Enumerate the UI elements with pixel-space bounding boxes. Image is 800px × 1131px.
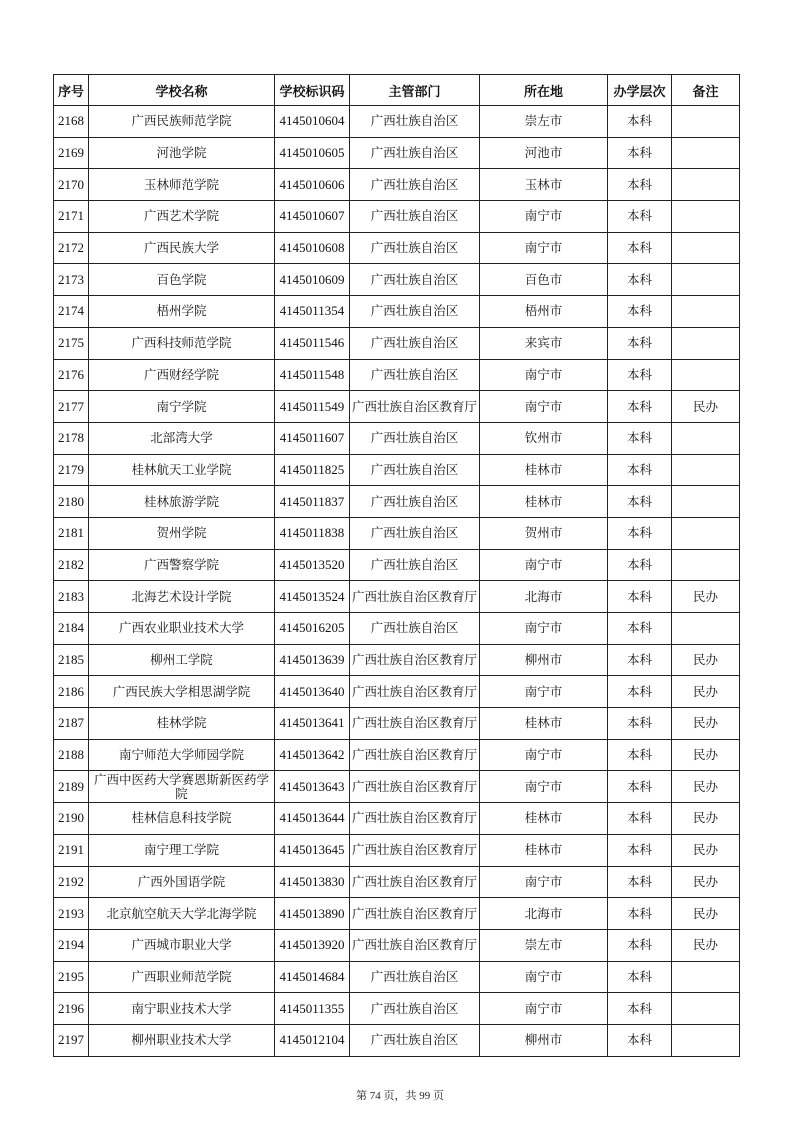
school-name-cell: 广西外国语学院	[89, 866, 275, 898]
school-code-cell: 4145013920	[275, 929, 350, 961]
remark-cell: 民办	[672, 644, 740, 676]
location-cell: 桂林市	[480, 454, 608, 486]
location-cell: 桂林市	[480, 486, 608, 518]
school-code-cell: 4145016205	[275, 613, 350, 645]
authority-cell: 广西壮族自治区	[350, 613, 480, 645]
header-school-name: 学校名称	[89, 75, 275, 106]
location-cell: 南宁市	[480, 961, 608, 993]
table-row	[54, 676, 740, 708]
authority-cell: 广西壮族自治区教育厅	[350, 771, 480, 803]
location-cell: 南宁市	[480, 993, 608, 1025]
school-code-cell: 4145011354	[275, 296, 350, 328]
seq-cell: 2189	[54, 771, 89, 803]
level-cell: 本科	[608, 454, 672, 486]
remark-cell	[672, 517, 740, 549]
level-cell: 本科	[608, 929, 672, 961]
remark-cell	[672, 454, 740, 486]
location-cell: 北海市	[480, 898, 608, 930]
table-row	[54, 708, 740, 740]
school-name-cell: 梧州学院	[89, 296, 275, 328]
header-location: 所在地	[480, 75, 608, 106]
school-code-cell: 4145011546	[275, 327, 350, 359]
authority-cell: 广西壮族自治区	[350, 296, 480, 328]
school-name-cell: 河池学院	[89, 137, 275, 169]
level-cell: 本科	[608, 1024, 672, 1056]
seq-cell: 2193	[54, 898, 89, 930]
seq-cell: 2187	[54, 708, 89, 740]
authority-cell: 广西壮族自治区教育厅	[350, 834, 480, 866]
remark-cell	[672, 264, 740, 296]
school-code-cell: 4145013520	[275, 549, 350, 581]
school-name-cell: 广西民族大学相思湖学院	[89, 676, 275, 708]
location-cell: 南宁市	[480, 866, 608, 898]
school-name-cell: 北海艺术设计学院	[89, 581, 275, 613]
level-cell: 本科	[608, 137, 672, 169]
authority-cell: 广西壮族自治区	[350, 961, 480, 993]
location-cell: 崇左市	[480, 106, 608, 138]
remark-cell	[672, 1024, 740, 1056]
location-cell: 梧州市	[480, 296, 608, 328]
location-cell: 柳州市	[480, 644, 608, 676]
table-row	[54, 1024, 740, 1056]
table-row	[54, 422, 740, 454]
location-cell: 桂林市	[480, 834, 608, 866]
authority-cell: 广西壮族自治区教育厅	[350, 676, 480, 708]
authority-cell: 广西壮族自治区	[350, 264, 480, 296]
table-row	[54, 834, 740, 866]
school-list-table-container	[53, 74, 739, 1057]
remark-cell	[672, 359, 740, 391]
level-cell: 本科	[608, 422, 672, 454]
seq-cell: 2176	[54, 359, 89, 391]
table-row	[54, 644, 740, 676]
table-row	[54, 581, 740, 613]
location-cell: 南宁市	[480, 232, 608, 264]
authority-cell: 广西壮族自治区教育厅	[350, 581, 480, 613]
authority-cell: 广西壮族自治区	[350, 422, 480, 454]
location-cell: 南宁市	[480, 613, 608, 645]
level-cell: 本科	[608, 866, 672, 898]
school-list-table	[53, 74, 740, 1057]
table-row	[54, 771, 740, 803]
location-cell: 南宁市	[480, 391, 608, 423]
school-name-cell: 桂林学院	[89, 708, 275, 740]
level-cell: 本科	[608, 106, 672, 138]
level-cell: 本科	[608, 549, 672, 581]
remark-cell: 民办	[672, 803, 740, 835]
level-cell: 本科	[608, 517, 672, 549]
school-name-cell: 广西民族师范学院	[89, 106, 275, 138]
remark-cell: 民办	[672, 834, 740, 866]
school-code-cell: 4145010608	[275, 232, 350, 264]
table-row	[54, 391, 740, 423]
seq-cell: 2195	[54, 961, 89, 993]
level-cell: 本科	[608, 391, 672, 423]
authority-cell: 广西壮族自治区	[350, 327, 480, 359]
table-row	[54, 232, 740, 264]
school-code-cell: 4145013645	[275, 834, 350, 866]
school-code-cell: 4145011837	[275, 486, 350, 518]
level-cell: 本科	[608, 169, 672, 201]
school-name-cell: 贺州学院	[89, 517, 275, 549]
location-cell: 来宾市	[480, 327, 608, 359]
school-code-cell: 4145010606	[275, 169, 350, 201]
authority-cell: 广西壮族自治区教育厅	[350, 929, 480, 961]
school-name-cell: 广西中医药大学赛恩斯新医药学院	[89, 771, 275, 803]
level-cell: 本科	[608, 581, 672, 613]
level-cell: 本科	[608, 486, 672, 518]
location-cell: 北海市	[480, 581, 608, 613]
level-cell: 本科	[608, 264, 672, 296]
school-code-cell: 4145013642	[275, 739, 350, 771]
location-cell: 南宁市	[480, 549, 608, 581]
table-row	[54, 137, 740, 169]
authority-cell: 广西壮族自治区	[350, 549, 480, 581]
authority-cell: 广西壮族自治区	[350, 169, 480, 201]
school-name-cell: 南宁师范大学师园学院	[89, 739, 275, 771]
location-cell: 南宁市	[480, 201, 608, 233]
school-code-cell: 4145013524	[275, 581, 350, 613]
school-code-cell: 4145010609	[275, 264, 350, 296]
seq-cell: 2179	[54, 454, 89, 486]
school-name-cell: 广西财经学院	[89, 359, 275, 391]
school-code-cell: 4145011549	[275, 391, 350, 423]
seq-cell: 2168	[54, 106, 89, 138]
table-row	[54, 613, 740, 645]
table-row	[54, 486, 740, 518]
school-name-cell: 北京航空航天大学北海学院	[89, 898, 275, 930]
table-row	[54, 359, 740, 391]
authority-cell: 广西壮族自治区	[350, 106, 480, 138]
seq-cell: 2196	[54, 993, 89, 1025]
table-body	[54, 106, 740, 1057]
level-cell: 本科	[608, 676, 672, 708]
remark-cell	[672, 993, 740, 1025]
school-name-cell: 广西民族大学	[89, 232, 275, 264]
location-cell: 柳州市	[480, 1024, 608, 1056]
remark-cell: 民办	[672, 898, 740, 930]
remark-cell	[672, 327, 740, 359]
remark-cell: 民办	[672, 866, 740, 898]
location-cell: 百色市	[480, 264, 608, 296]
location-cell: 玉林市	[480, 169, 608, 201]
level-cell: 本科	[608, 898, 672, 930]
remark-cell	[672, 422, 740, 454]
school-name-cell: 广西职业师范学院	[89, 961, 275, 993]
seq-cell: 2180	[54, 486, 89, 518]
seq-cell: 2186	[54, 676, 89, 708]
remark-cell	[672, 137, 740, 169]
remark-cell: 民办	[672, 708, 740, 740]
authority-cell: 广西壮族自治区教育厅	[350, 739, 480, 771]
table-row	[54, 929, 740, 961]
seq-cell: 2169	[54, 137, 89, 169]
remark-cell: 民办	[672, 581, 740, 613]
remark-cell	[672, 169, 740, 201]
authority-cell: 广西壮族自治区教育厅	[350, 898, 480, 930]
authority-cell: 广西壮族自治区教育厅	[350, 391, 480, 423]
level-cell: 本科	[608, 201, 672, 233]
seq-cell: 2181	[54, 517, 89, 549]
seq-cell: 2175	[54, 327, 89, 359]
table-row	[54, 296, 740, 328]
location-cell: 桂林市	[480, 803, 608, 835]
remark-cell	[672, 961, 740, 993]
school-name-cell: 广西警察学院	[89, 549, 275, 581]
school-name-cell: 玉林师范学院	[89, 169, 275, 201]
table-header-row	[54, 75, 740, 106]
school-code-cell: 4145011825	[275, 454, 350, 486]
seq-cell: 2177	[54, 391, 89, 423]
remark-cell	[672, 549, 740, 581]
school-code-cell: 4145011355	[275, 993, 350, 1025]
seq-cell: 2182	[54, 549, 89, 581]
seq-cell: 2185	[54, 644, 89, 676]
seq-cell: 2172	[54, 232, 89, 264]
school-code-cell: 4145013890	[275, 898, 350, 930]
seq-cell: 2183	[54, 581, 89, 613]
school-name-cell: 桂林旅游学院	[89, 486, 275, 518]
authority-cell: 广西壮族自治区	[350, 486, 480, 518]
school-code-cell: 4145013639	[275, 644, 350, 676]
seq-cell: 2173	[54, 264, 89, 296]
level-cell: 本科	[608, 708, 672, 740]
header-seq: 序号	[54, 75, 89, 106]
school-code-cell: 4145011838	[275, 517, 350, 549]
school-name-cell: 桂林航天工业学院	[89, 454, 275, 486]
header-authority: 主管部门	[350, 75, 480, 106]
location-cell: 南宁市	[480, 771, 608, 803]
seq-cell: 2194	[54, 929, 89, 961]
level-cell: 本科	[608, 327, 672, 359]
header-level: 办学层次	[608, 75, 672, 106]
school-code-cell: 4145012104	[275, 1024, 350, 1056]
school-code-cell: 4145014684	[275, 961, 350, 993]
table-row	[54, 866, 740, 898]
level-cell: 本科	[608, 644, 672, 676]
authority-cell: 广西壮族自治区教育厅	[350, 803, 480, 835]
level-cell: 本科	[608, 771, 672, 803]
remark-cell: 民办	[672, 391, 740, 423]
authority-cell: 广西壮族自治区	[350, 454, 480, 486]
authority-cell: 广西壮族自治区	[350, 993, 480, 1025]
location-cell: 桂林市	[480, 708, 608, 740]
school-code-cell: 4145013641	[275, 708, 350, 740]
table-row	[54, 169, 740, 201]
authority-cell: 广西壮族自治区	[350, 517, 480, 549]
school-name-cell: 南宁职业技术大学	[89, 993, 275, 1025]
location-cell: 贺州市	[480, 517, 608, 549]
seq-cell: 2191	[54, 834, 89, 866]
table-row	[54, 106, 740, 138]
table-row	[54, 201, 740, 233]
school-code-cell: 4145011548	[275, 359, 350, 391]
remark-cell: 民办	[672, 771, 740, 803]
header-school-code: 学校标识码	[275, 75, 350, 106]
level-cell: 本科	[608, 359, 672, 391]
location-cell: 南宁市	[480, 739, 608, 771]
remark-cell	[672, 613, 740, 645]
remark-cell: 民办	[672, 929, 740, 961]
level-cell: 本科	[608, 296, 672, 328]
remark-cell	[672, 201, 740, 233]
location-cell: 崇左市	[480, 929, 608, 961]
school-name-cell: 桂林信息科技学院	[89, 803, 275, 835]
level-cell: 本科	[608, 993, 672, 1025]
location-cell: 河池市	[480, 137, 608, 169]
table-row	[54, 739, 740, 771]
seq-cell: 2192	[54, 866, 89, 898]
location-cell: 南宁市	[480, 359, 608, 391]
school-name-cell: 北部湾大学	[89, 422, 275, 454]
school-name-cell: 柳州工学院	[89, 644, 275, 676]
table-row	[54, 993, 740, 1025]
authority-cell: 广西壮族自治区教育厅	[350, 644, 480, 676]
seq-cell: 2184	[54, 613, 89, 645]
remark-cell: 民办	[672, 739, 740, 771]
authority-cell: 广西壮族自治区	[350, 232, 480, 264]
school-code-cell: 4145013640	[275, 676, 350, 708]
school-name-cell: 广西城市职业大学	[89, 929, 275, 961]
seq-cell: 2197	[54, 1024, 89, 1056]
authority-cell: 广西壮族自治区教育厅	[350, 708, 480, 740]
page-footer: 第 74 页，共 99 页	[356, 1090, 444, 1102]
level-cell: 本科	[608, 739, 672, 771]
school-code-cell: 4145010604	[275, 106, 350, 138]
school-name-cell: 广西农业职业技术大学	[89, 613, 275, 645]
authority-cell: 广西壮族自治区	[350, 1024, 480, 1056]
level-cell: 本科	[608, 834, 672, 866]
authority-cell: 广西壮族自治区	[350, 201, 480, 233]
school-code-cell: 4145010605	[275, 137, 350, 169]
remark-cell	[672, 232, 740, 264]
level-cell: 本科	[608, 803, 672, 835]
table-row	[54, 264, 740, 296]
header-remark: 备注	[672, 75, 740, 106]
school-name-cell: 百色学院	[89, 264, 275, 296]
school-code-cell: 4145013644	[275, 803, 350, 835]
school-code-cell: 4145011607	[275, 422, 350, 454]
table-row	[54, 454, 740, 486]
seq-cell: 2188	[54, 739, 89, 771]
remark-cell	[672, 486, 740, 518]
level-cell: 本科	[608, 961, 672, 993]
school-name-cell: 柳州职业技术大学	[89, 1024, 275, 1056]
table-row	[54, 549, 740, 581]
authority-cell: 广西壮族自治区	[350, 137, 480, 169]
location-cell: 南宁市	[480, 676, 608, 708]
level-cell: 本科	[608, 613, 672, 645]
table-row	[54, 961, 740, 993]
school-code-cell: 4145013830	[275, 866, 350, 898]
seq-cell: 2174	[54, 296, 89, 328]
remark-cell	[672, 106, 740, 138]
school-name-cell: 广西科技师范学院	[89, 327, 275, 359]
seq-cell: 2190	[54, 803, 89, 835]
level-cell: 本科	[608, 232, 672, 264]
remark-cell: 民办	[672, 676, 740, 708]
table-row	[54, 517, 740, 549]
school-name-cell: 南宁理工学院	[89, 834, 275, 866]
school-name-cell: 广西艺术学院	[89, 201, 275, 233]
school-code-cell: 4145013643	[275, 771, 350, 803]
table-row	[54, 327, 740, 359]
location-cell: 钦州市	[480, 422, 608, 454]
authority-cell: 广西壮族自治区教育厅	[350, 866, 480, 898]
table-row	[54, 803, 740, 835]
school-code-cell: 4145010607	[275, 201, 350, 233]
authority-cell: 广西壮族自治区	[350, 359, 480, 391]
seq-cell: 2171	[54, 201, 89, 233]
school-name-cell: 南宁学院	[89, 391, 275, 423]
seq-cell: 2178	[54, 422, 89, 454]
table-row	[54, 898, 740, 930]
seq-cell: 2170	[54, 169, 89, 201]
remark-cell	[672, 296, 740, 328]
